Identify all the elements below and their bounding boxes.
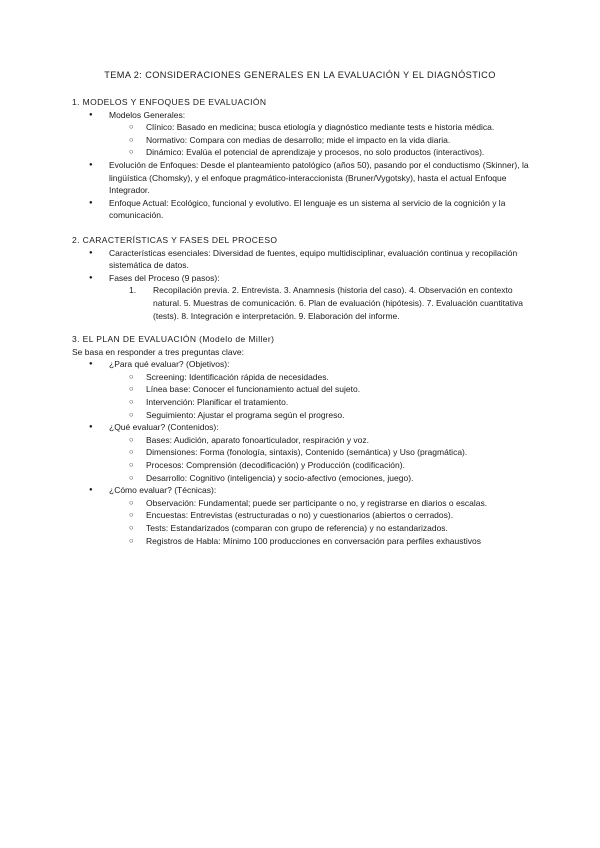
section-3-list xyxy=(72,358,532,547)
sub-item: ○ Observación: Fundamental; puede ser participante o no, y registrarse en diarios o escalas. xyxy=(72,497,532,510)
section-1-list xyxy=(72,109,532,222)
bullet-text: Fases del Proceso (9 pasos): xyxy=(109,272,220,283)
bullet-como xyxy=(72,484,532,547)
sub-item: ○ Registros de Habla: Mínimo 100 producciones en conversación para perfiles exhaustivos xyxy=(72,535,532,548)
document-title: TEMA 2: CONSIDERACIONES GENERALES EN LA EVALUACIÓN Y EL DIAGNÓSTICO xyxy=(104,70,496,80)
bullet-modelos-generales xyxy=(72,109,532,159)
tecnicas-sublist xyxy=(109,497,532,547)
bullet-evolucion: ● Evolución de Enfoques: Desde el planteamiento patológico (años 50), pasando por el conductismo (Skinner), la lingüística (Chomsky), y el enfoque pragmático-interaccionista (Bruner/Vygotsky), hasta el actual Enfoque Integrador. xyxy=(72,159,532,197)
section-2-heading: 2. CARACTERÍSTICAS Y FASES DEL PROCESO xyxy=(72,234,278,245)
objetivos-sublist xyxy=(109,371,532,421)
bullet-text: ¿Qué evaluar? (Contenidos): xyxy=(109,422,219,433)
sub-item: ○ Dimensiones: Forma (fonología, sintaxis), Contenido (semántica) y Uso (pragmática). xyxy=(72,446,532,459)
bullet-para-que xyxy=(72,358,532,421)
bullet-que xyxy=(72,421,532,484)
sub-item: ○ Bases: Audición, aparato fonoarticulador, respiración y voz. xyxy=(72,434,532,447)
bullet-text: ¿Cómo evaluar? (Técnicas): xyxy=(109,485,217,496)
document-body xyxy=(72,96,532,547)
sub-item: ○ Intervención: Planificar el tratamiento. xyxy=(72,396,532,409)
bullet-caracteristicas: ● Características esenciales: Diversidad de fuentes, equipo multidisciplinar, evaluación continua y recopilación sistemática de datos. xyxy=(72,247,532,272)
sub-item-normativo: ○ Normativo: Compara con medias de desarrollo; mide el impacto en la vida diaria. xyxy=(72,134,532,147)
sub-item-clinico: ○ Clínico: Basado en medicina; busca etiología y diagnóstico mediante tests e historia médica. xyxy=(72,121,532,134)
sub-item: ○ Encuestas: Entrevistas (estructuradas o no) y cuestionarios (abiertos o cerrados). xyxy=(72,509,532,522)
list-number: 1. xyxy=(129,285,137,296)
section-3-heading: 3. EL PLAN DE EVALUACIÓN (Modelo de Miller) xyxy=(72,334,275,345)
fases-numbered-list xyxy=(109,284,532,322)
sub-item: ○ Tests: Estandarizados (comparan con grupo de referencia) y no estandarizados. xyxy=(72,522,532,535)
bullet-text: ¿Para qué evaluar? (Objetivos): xyxy=(109,359,230,370)
section-2-list xyxy=(72,247,532,323)
section-3-intro: Se basa en responder a tres preguntas clave: xyxy=(72,346,244,357)
sub-item: ○ Seguimiento: Ajustar el programa según el progreso. xyxy=(72,409,532,422)
sub-item: ○ Procesos: Comprensión (decodificación) y Producción (codificación). xyxy=(72,459,532,472)
steps-text: Recopilación previa. 2. Entrevista. 3. Anamnesis (historia del caso). 4. Observación en contexto natural. 5. Muestras de comunicación. 6. Plan de evaluación (hipótesis). 7. Evaluación cuantitativa (tests). 8. Integración e interpretación. 9. Elaboración del informe. xyxy=(153,285,523,321)
sub-item-dinamico: ○ Dinámico: Evalúa el potencial de aprendizaje y procesos, no solo productos (interactivos). xyxy=(72,146,532,159)
contenidos-sublist xyxy=(109,434,532,484)
sub-item: ○ Screening: Identificación rápida de necesidades. xyxy=(72,371,532,384)
modelos-sublist xyxy=(109,121,532,159)
sub-item: ○ Desarrollo: Cognitivo (inteligencia) y socio-afectivo (emociones, juego). xyxy=(72,472,532,485)
bullet-enfoque-actual: ● Enfoque Actual: Ecológico, funcional y evolutivo. El lenguaje es un sistema al servicio de la cognición y la comunicación. xyxy=(72,197,532,222)
bullet-text: Modelos Generales: xyxy=(109,109,186,120)
sub-item: ○ Línea base: Conocer el funcionamiento actual del sujeto. xyxy=(72,383,532,396)
numbered-item xyxy=(72,284,532,322)
section-1-heading: 1. MODELOS Y ENFOQUES DE EVALUACIÓN xyxy=(72,97,267,107)
bullet-fases xyxy=(72,272,532,322)
